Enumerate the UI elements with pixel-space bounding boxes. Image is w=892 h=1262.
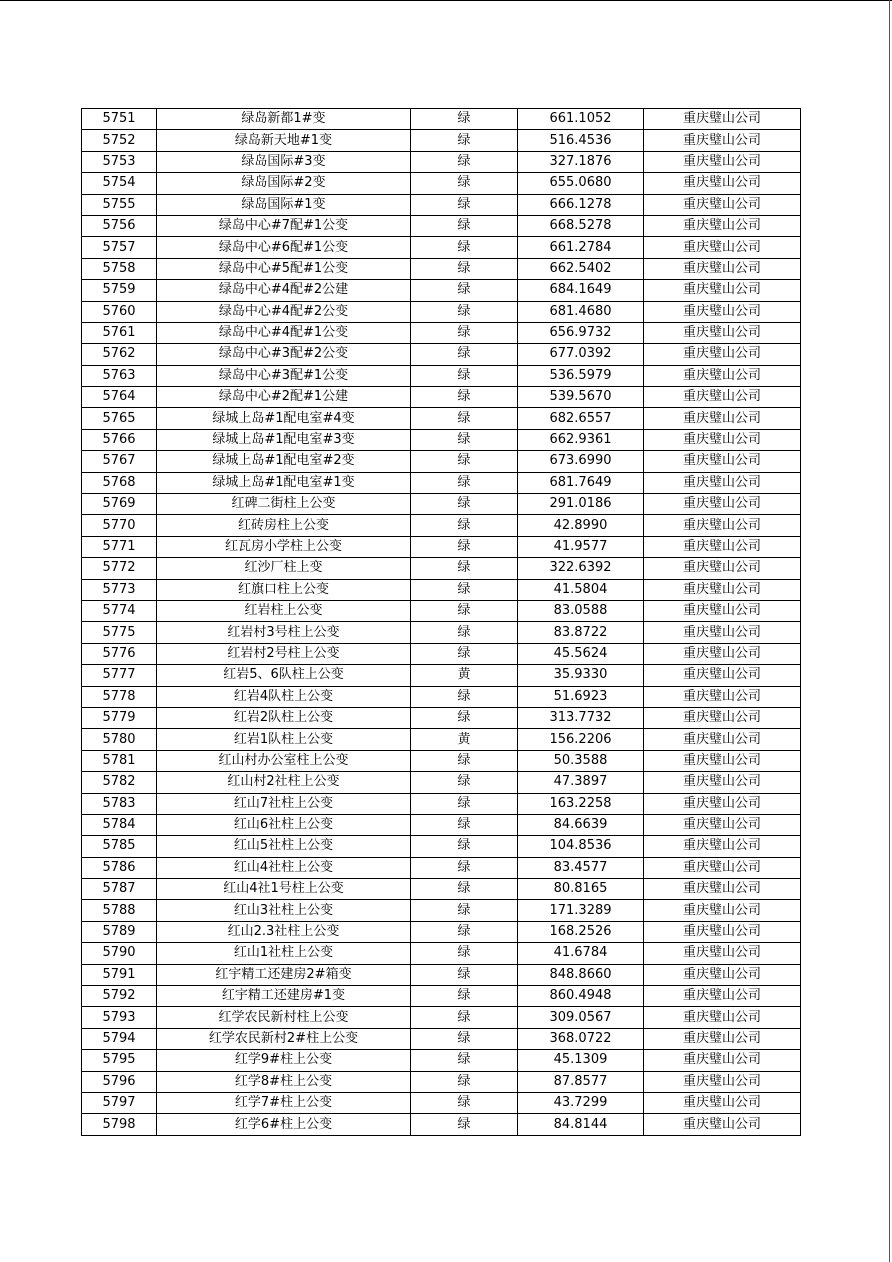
cell-value: 677.0392 xyxy=(518,344,644,365)
cell-id: 5771 xyxy=(82,536,157,557)
cell-value: 41.5804 xyxy=(518,579,644,600)
cell-value: 50.3588 xyxy=(518,750,644,771)
cell-company: 重庆璧山公司 xyxy=(644,1028,801,1049)
table-row xyxy=(82,194,801,215)
cell-station-name: 红学8#柱上公变 xyxy=(157,1071,411,1092)
cell-status: 绿 xyxy=(411,280,518,301)
cell-station-name: 红宇精工还建房2#箱变 xyxy=(157,964,411,985)
cell-company: 重庆璧山公司 xyxy=(644,151,801,172)
cell-company: 重庆璧山公司 xyxy=(644,750,801,771)
cell-status: 绿 xyxy=(411,429,518,450)
cell-status: 绿 xyxy=(411,600,518,621)
cell-value: 673.6990 xyxy=(518,451,644,472)
table-row xyxy=(82,558,801,579)
cell-company: 重庆璧山公司 xyxy=(644,1050,801,1071)
cell-value: 171.3289 xyxy=(518,900,644,921)
cell-station-name: 红山3社柱上公变 xyxy=(157,900,411,921)
cell-value: 41.9577 xyxy=(518,536,644,557)
cell-status: 绿 xyxy=(411,536,518,557)
cell-value: 662.5402 xyxy=(518,258,644,279)
cell-id: 5765 xyxy=(82,408,157,429)
table-row xyxy=(82,215,801,236)
cell-company: 重庆璧山公司 xyxy=(644,1114,801,1135)
cell-company: 重庆璧山公司 xyxy=(644,686,801,707)
cell-status: 绿 xyxy=(411,750,518,771)
cell-company: 重庆璧山公司 xyxy=(644,322,801,343)
cell-company: 重庆璧山公司 xyxy=(644,729,801,750)
cell-station-name: 红岩5、6队柱上公变 xyxy=(157,665,411,686)
cell-station-name: 绿岛中心#3配#1公变 xyxy=(157,365,411,386)
cell-value: 368.0722 xyxy=(518,1028,644,1049)
table-row xyxy=(82,1028,801,1049)
cell-value: 84.6639 xyxy=(518,814,644,835)
cell-station-name: 绿城上岛#1配电室#3变 xyxy=(157,429,411,450)
cell-value: 83.8722 xyxy=(518,622,644,643)
cell-status: 绿 xyxy=(411,151,518,172)
cell-station-name: 红旗口柱上公变 xyxy=(157,579,411,600)
cell-status: 绿 xyxy=(411,515,518,536)
cell-station-name: 红学9#柱上公变 xyxy=(157,1050,411,1071)
cell-id: 5777 xyxy=(82,665,157,686)
cell-company: 重庆璧山公司 xyxy=(644,173,801,194)
cell-status: 绿 xyxy=(411,408,518,429)
cell-id: 5779 xyxy=(82,707,157,728)
table-row xyxy=(82,643,801,664)
cell-status: 绿 xyxy=(411,387,518,408)
table-row xyxy=(82,408,801,429)
cell-station-name: 红学6#柱上公变 xyxy=(157,1114,411,1135)
cell-company: 重庆璧山公司 xyxy=(644,622,801,643)
table-row xyxy=(82,1050,801,1071)
table-row xyxy=(82,301,801,322)
cell-value: 662.9361 xyxy=(518,429,644,450)
cell-company: 重庆璧山公司 xyxy=(644,280,801,301)
cell-station-name: 绿城上岛#1配电室#2变 xyxy=(157,451,411,472)
cell-status: 绿 xyxy=(411,1071,518,1092)
cell-station-name: 绿城上岛#1配电室#4变 xyxy=(157,408,411,429)
cell-id: 5792 xyxy=(82,986,157,1007)
cell-value: 860.4948 xyxy=(518,986,644,1007)
cell-status: 绿 xyxy=(411,215,518,236)
table-row xyxy=(82,729,801,750)
cell-company: 重庆璧山公司 xyxy=(644,258,801,279)
table-row xyxy=(82,280,801,301)
cell-value: 87.8577 xyxy=(518,1071,644,1092)
cell-id: 5751 xyxy=(82,109,157,130)
cell-station-name: 红岩村2号柱上公变 xyxy=(157,643,411,664)
table-row xyxy=(82,109,801,130)
cell-value: 656.9732 xyxy=(518,322,644,343)
cell-station-name: 绿岛中心#4配#1公变 xyxy=(157,322,411,343)
table-row xyxy=(82,707,801,728)
cell-status: 绿 xyxy=(411,130,518,151)
page-right-border xyxy=(889,0,890,1262)
cell-status: 绿 xyxy=(411,109,518,130)
cell-company: 重庆璧山公司 xyxy=(644,215,801,236)
cell-id: 5796 xyxy=(82,1071,157,1092)
table-row xyxy=(82,258,801,279)
cell-company: 重庆璧山公司 xyxy=(644,772,801,793)
cell-status: 绿 xyxy=(411,857,518,878)
cell-value: 684.1649 xyxy=(518,280,644,301)
cell-company: 重庆璧山公司 xyxy=(644,900,801,921)
cell-id: 5798 xyxy=(82,1114,157,1135)
cell-station-name: 绿岛中心#2配#1公建 xyxy=(157,387,411,408)
table-row xyxy=(82,1092,801,1113)
cell-status: 绿 xyxy=(411,301,518,322)
cell-company: 重庆璧山公司 xyxy=(644,1092,801,1113)
cell-status: 绿 xyxy=(411,622,518,643)
table-row xyxy=(82,943,801,964)
cell-id: 5753 xyxy=(82,151,157,172)
table-row xyxy=(82,814,801,835)
cell-value: 45.1309 xyxy=(518,1050,644,1071)
cell-company: 重庆璧山公司 xyxy=(644,536,801,557)
table-row xyxy=(82,429,801,450)
cell-status: 黄 xyxy=(411,665,518,686)
cell-value: 322.6392 xyxy=(518,558,644,579)
cell-id: 5767 xyxy=(82,451,157,472)
cell-company: 重庆璧山公司 xyxy=(644,836,801,857)
cell-company: 重庆璧山公司 xyxy=(644,130,801,151)
cell-station-name: 红山5社柱上公变 xyxy=(157,836,411,857)
cell-status: 绿 xyxy=(411,173,518,194)
cell-status: 绿 xyxy=(411,879,518,900)
cell-id: 5759 xyxy=(82,280,157,301)
cell-company: 重庆璧山公司 xyxy=(644,429,801,450)
cell-station-name: 绿岛中心#5配#1公变 xyxy=(157,258,411,279)
table-row xyxy=(82,365,801,386)
table-row xyxy=(82,793,801,814)
cell-company: 重庆璧山公司 xyxy=(644,344,801,365)
cell-status: 绿 xyxy=(411,986,518,1007)
cell-station-name: 绿岛国际#3变 xyxy=(157,151,411,172)
table-row xyxy=(82,387,801,408)
cell-id: 5776 xyxy=(82,643,157,664)
cell-station-name: 红山4社1号柱上公变 xyxy=(157,879,411,900)
table-row xyxy=(82,879,801,900)
cell-id: 5756 xyxy=(82,215,157,236)
cell-company: 重庆璧山公司 xyxy=(644,600,801,621)
table-row xyxy=(82,686,801,707)
table-row xyxy=(82,1007,801,1028)
cell-id: 5773 xyxy=(82,579,157,600)
table-row xyxy=(82,472,801,493)
table-row xyxy=(82,451,801,472)
cell-status: 绿 xyxy=(411,1114,518,1135)
cell-id: 5774 xyxy=(82,600,157,621)
cell-status: 绿 xyxy=(411,643,518,664)
cell-value: 681.4680 xyxy=(518,301,644,322)
cell-id: 5752 xyxy=(82,130,157,151)
cell-station-name: 绿岛中心#7配#1公变 xyxy=(157,215,411,236)
cell-station-name: 红岩村3号柱上公变 xyxy=(157,622,411,643)
cell-value: 83.4577 xyxy=(518,857,644,878)
cell-station-name: 红山1社柱上公变 xyxy=(157,943,411,964)
cell-value: 668.5278 xyxy=(518,215,644,236)
cell-value: 83.0588 xyxy=(518,600,644,621)
cell-station-name: 红学7#柱上公变 xyxy=(157,1092,411,1113)
cell-id: 5780 xyxy=(82,729,157,750)
cell-id: 5775 xyxy=(82,622,157,643)
cell-status: 绿 xyxy=(411,344,518,365)
cell-id: 5763 xyxy=(82,365,157,386)
cell-company: 重庆璧山公司 xyxy=(644,665,801,686)
cell-value: 42.8990 xyxy=(518,515,644,536)
table-row xyxy=(82,536,801,557)
cell-id: 5791 xyxy=(82,964,157,985)
table-row xyxy=(82,322,801,343)
cell-status: 绿 xyxy=(411,964,518,985)
cell-value: 313.7732 xyxy=(518,707,644,728)
cell-id: 5760 xyxy=(82,301,157,322)
cell-company: 重庆璧山公司 xyxy=(644,879,801,900)
table-row xyxy=(82,173,801,194)
cell-station-name: 绿岛中心#6配#1公变 xyxy=(157,237,411,258)
cell-id: 5786 xyxy=(82,857,157,878)
cell-status: 绿 xyxy=(411,707,518,728)
cell-value: 655.0680 xyxy=(518,173,644,194)
cell-company: 重庆璧山公司 xyxy=(644,451,801,472)
cell-company: 重庆璧山公司 xyxy=(644,408,801,429)
data-table xyxy=(81,108,801,1136)
cell-value: 41.6784 xyxy=(518,943,644,964)
cell-company: 重庆璧山公司 xyxy=(644,921,801,942)
table-row xyxy=(82,344,801,365)
cell-id: 5795 xyxy=(82,1050,157,1071)
table-row xyxy=(82,494,801,515)
cell-company: 重庆璧山公司 xyxy=(644,579,801,600)
cell-status: 绿 xyxy=(411,836,518,857)
cell-value: 163.2258 xyxy=(518,793,644,814)
table-body xyxy=(82,109,801,1136)
cell-status: 绿 xyxy=(411,194,518,215)
cell-station-name: 红学农民新村柱上公变 xyxy=(157,1007,411,1028)
table-row xyxy=(82,857,801,878)
cell-id: 5790 xyxy=(82,943,157,964)
cell-station-name: 绿岛国际#2变 xyxy=(157,173,411,194)
cell-station-name: 绿岛中心#3配#2公变 xyxy=(157,344,411,365)
cell-company: 重庆璧山公司 xyxy=(644,194,801,215)
cell-station-name: 绿岛新都1#变 xyxy=(157,109,411,130)
cell-id: 5782 xyxy=(82,772,157,793)
cell-station-name: 红学农民新村2#柱上公变 xyxy=(157,1028,411,1049)
cell-id: 5768 xyxy=(82,472,157,493)
cell-id: 5769 xyxy=(82,494,157,515)
cell-status: 绿 xyxy=(411,322,518,343)
cell-status: 绿 xyxy=(411,814,518,835)
cell-station-name: 绿岛新天地#1变 xyxy=(157,130,411,151)
cell-value: 35.9330 xyxy=(518,665,644,686)
table-row xyxy=(82,836,801,857)
cell-station-name: 红山6社柱上公变 xyxy=(157,814,411,835)
cell-station-name: 绿城上岛#1配电室#1变 xyxy=(157,472,411,493)
cell-id: 5787 xyxy=(82,879,157,900)
cell-value: 45.5624 xyxy=(518,643,644,664)
cell-company: 重庆璧山公司 xyxy=(644,472,801,493)
table-row xyxy=(82,665,801,686)
cell-station-name: 红宇精工还建房#1变 xyxy=(157,986,411,1007)
cell-value: 104.8536 xyxy=(518,836,644,857)
cell-status: 绿 xyxy=(411,772,518,793)
cell-status: 绿 xyxy=(411,1028,518,1049)
cell-station-name: 绿岛中心#4配#2公建 xyxy=(157,280,411,301)
cell-station-name: 红岩4队柱上公变 xyxy=(157,686,411,707)
cell-value: 661.2784 xyxy=(518,237,644,258)
cell-value: 539.5670 xyxy=(518,387,644,408)
cell-value: 80.8165 xyxy=(518,879,644,900)
cell-value: 156.2206 xyxy=(518,729,644,750)
cell-company: 重庆璧山公司 xyxy=(644,1007,801,1028)
cell-company: 重庆璧山公司 xyxy=(644,943,801,964)
cell-id: 5797 xyxy=(82,1092,157,1113)
table-row xyxy=(82,986,801,1007)
cell-status: 绿 xyxy=(411,579,518,600)
table-row xyxy=(82,750,801,771)
cell-station-name: 红岩柱上公变 xyxy=(157,600,411,621)
table-row xyxy=(82,151,801,172)
cell-value: 43.7299 xyxy=(518,1092,644,1113)
cell-value: 666.1278 xyxy=(518,194,644,215)
cell-status: 绿 xyxy=(411,686,518,707)
table-row xyxy=(82,130,801,151)
cell-station-name: 红岩2队柱上公变 xyxy=(157,707,411,728)
cell-company: 重庆璧山公司 xyxy=(644,857,801,878)
cell-status: 绿 xyxy=(411,237,518,258)
table-row xyxy=(82,964,801,985)
cell-company: 重庆璧山公司 xyxy=(644,109,801,130)
cell-company: 重庆璧山公司 xyxy=(644,1071,801,1092)
cell-status: 黄 xyxy=(411,729,518,750)
table-row xyxy=(82,772,801,793)
cell-status: 绿 xyxy=(411,900,518,921)
cell-company: 重庆璧山公司 xyxy=(644,237,801,258)
cell-value: 47.3897 xyxy=(518,772,644,793)
cell-station-name: 绿岛国际#1变 xyxy=(157,194,411,215)
cell-value: 681.7649 xyxy=(518,472,644,493)
cell-status: 绿 xyxy=(411,558,518,579)
cell-id: 5757 xyxy=(82,237,157,258)
cell-company: 重庆璧山公司 xyxy=(644,643,801,664)
cell-station-name: 红山2.3社柱上公变 xyxy=(157,921,411,942)
cell-status: 绿 xyxy=(411,494,518,515)
cell-status: 绿 xyxy=(411,1007,518,1028)
cell-station-name: 红砖房柱上公变 xyxy=(157,515,411,536)
table-row xyxy=(82,579,801,600)
cell-status: 绿 xyxy=(411,472,518,493)
cell-company: 重庆璧山公司 xyxy=(644,387,801,408)
cell-id: 5761 xyxy=(82,322,157,343)
cell-station-name: 绿岛中心#4配#2公变 xyxy=(157,301,411,322)
cell-id: 5778 xyxy=(82,686,157,707)
cell-id: 5789 xyxy=(82,921,157,942)
table-row xyxy=(82,237,801,258)
cell-station-name: 红岩1队柱上公变 xyxy=(157,729,411,750)
cell-status: 绿 xyxy=(411,921,518,942)
cell-status: 绿 xyxy=(411,793,518,814)
cell-company: 重庆璧山公司 xyxy=(644,964,801,985)
cell-id: 5770 xyxy=(82,515,157,536)
cell-company: 重庆璧山公司 xyxy=(644,301,801,322)
cell-company: 重庆璧山公司 xyxy=(644,494,801,515)
cell-status: 绿 xyxy=(411,943,518,964)
cell-company: 重庆璧山公司 xyxy=(644,558,801,579)
cell-station-name: 红沙厂柱上变 xyxy=(157,558,411,579)
table-row xyxy=(82,900,801,921)
cell-value: 682.6557 xyxy=(518,408,644,429)
cell-id: 5772 xyxy=(82,558,157,579)
cell-value: 536.5979 xyxy=(518,365,644,386)
cell-status: 绿 xyxy=(411,451,518,472)
table-row xyxy=(82,600,801,621)
cell-station-name: 红碑二街柱上公变 xyxy=(157,494,411,515)
cell-value: 291.0186 xyxy=(518,494,644,515)
cell-id: 5788 xyxy=(82,900,157,921)
cell-company: 重庆璧山公司 xyxy=(644,793,801,814)
cell-station-name: 红山7社柱上公变 xyxy=(157,793,411,814)
cell-value: 168.2526 xyxy=(518,921,644,942)
cell-id: 5785 xyxy=(82,836,157,857)
cell-status: 绿 xyxy=(411,365,518,386)
cell-status: 绿 xyxy=(411,1092,518,1113)
cell-id: 5764 xyxy=(82,387,157,408)
table-row xyxy=(82,1114,801,1135)
cell-station-name: 红山村办公室柱上公变 xyxy=(157,750,411,771)
cell-id: 5758 xyxy=(82,258,157,279)
cell-value: 848.8660 xyxy=(518,964,644,985)
cell-value: 51.6923 xyxy=(518,686,644,707)
table-row xyxy=(82,622,801,643)
cell-id: 5781 xyxy=(82,750,157,771)
cell-company: 重庆璧山公司 xyxy=(644,986,801,1007)
cell-company: 重庆璧山公司 xyxy=(644,707,801,728)
page-top-border xyxy=(0,0,892,1)
cell-station-name: 红山4社柱上公变 xyxy=(157,857,411,878)
cell-id: 5754 xyxy=(82,173,157,194)
cell-company: 重庆璧山公司 xyxy=(644,814,801,835)
cell-station-name: 红山村2社柱上公变 xyxy=(157,772,411,793)
cell-id: 5783 xyxy=(82,793,157,814)
cell-status: 绿 xyxy=(411,258,518,279)
table-row xyxy=(82,921,801,942)
cell-company: 重庆璧山公司 xyxy=(644,365,801,386)
cell-id: 5794 xyxy=(82,1028,157,1049)
cell-id: 5766 xyxy=(82,429,157,450)
cell-value: 327.1876 xyxy=(518,151,644,172)
cell-value: 661.1052 xyxy=(518,109,644,130)
cell-value: 309.0567 xyxy=(518,1007,644,1028)
cell-station-name: 红瓦房小学柱上公变 xyxy=(157,536,411,557)
cell-id: 5784 xyxy=(82,814,157,835)
table-row xyxy=(82,515,801,536)
cell-id: 5762 xyxy=(82,344,157,365)
cell-value: 84.8144 xyxy=(518,1114,644,1135)
table-row xyxy=(82,1071,801,1092)
cell-status: 绿 xyxy=(411,1050,518,1071)
cell-value: 516.4536 xyxy=(518,130,644,151)
cell-id: 5755 xyxy=(82,194,157,215)
cell-id: 5793 xyxy=(82,1007,157,1028)
cell-company: 重庆璧山公司 xyxy=(644,515,801,536)
